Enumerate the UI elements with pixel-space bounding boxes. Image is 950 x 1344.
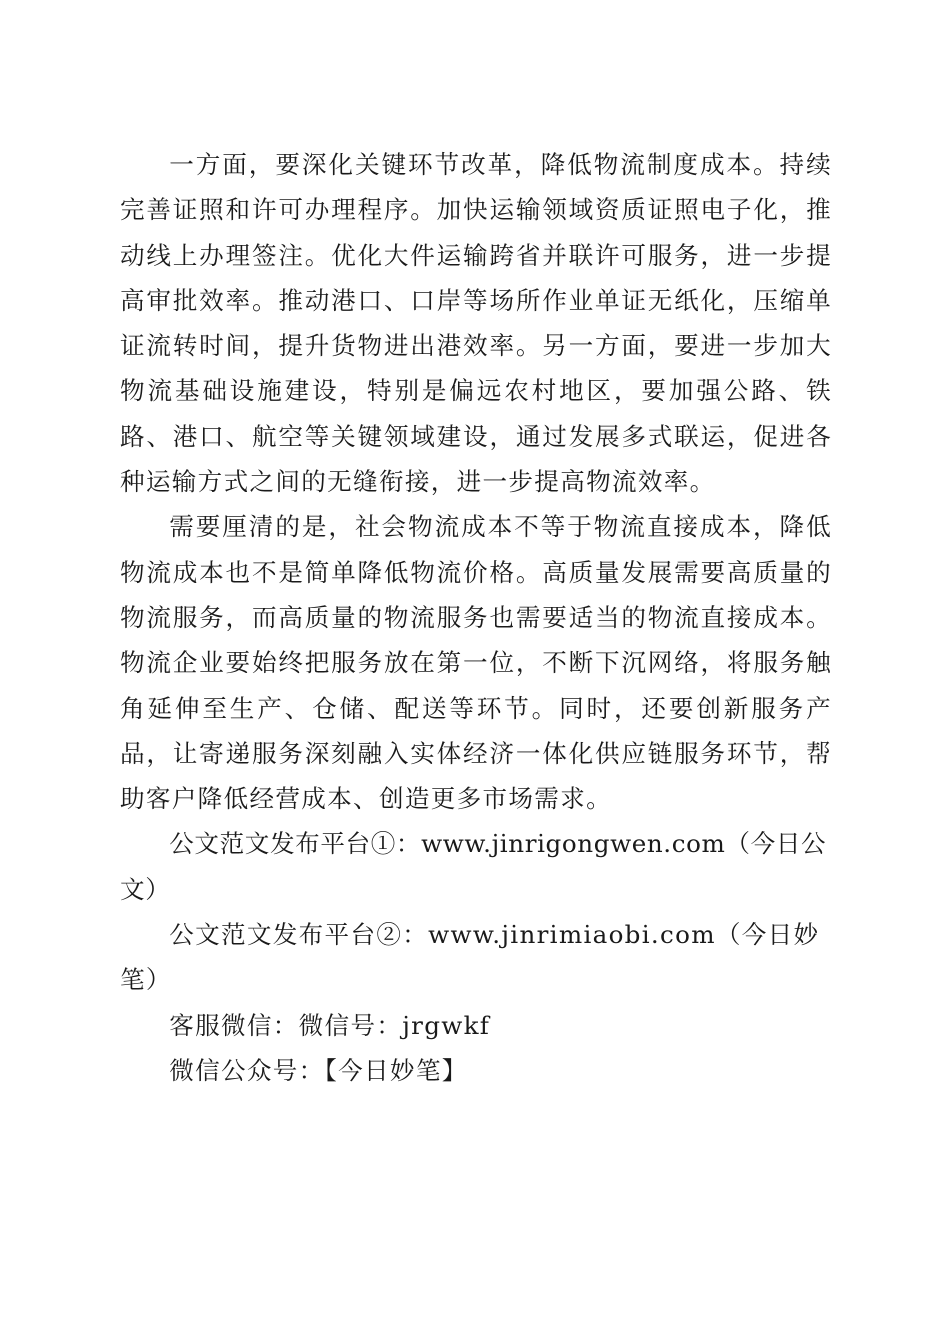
footer-platform-2: 公文范文发布平台②：www.jinrimiaobi.com（今日妙笔） (120, 920, 820, 995)
paragraph-logistics-reform: 一方面，要深化关键环节改革，降低物流制度成本。持续完善证照和许可办理程序。加快运输领域资质证照电子化，推动线上办理签注。优化大件运输跨省并联许可服务，进一步提高审批效率。推动港口、口岸等场所作业单证无纸化，压缩单证流转时间，提升货物进出港效率。另一方面，要进一步加大物流基础设施建设，特别是偏远农村地区，要加强公路、铁路、港口、航空等关键领域建设，通过发展多式联运，促进各种运输方式之间的无缝衔接，进一步提高物流效率。 (120, 150, 832, 497)
footer-platform-1: 公文范文发布平台①：www.jinrigongwen.com（今日公文） (120, 829, 827, 904)
paragraph-logistics-cost: 需要厘清的是，社会物流成本不等于物流直接成本，降低物流成本也不是简单降低物流价格。高质量发展需要高质量的物流服务，而高质量的物流服务也需要适当的物流直接成本。物流企业要始终把服务放在第一位，不断下沉网络，将服务触角延伸至生产、仓储、配送等环节。同时，还要创新服务产品，让寄递服务深刻融入实体经济一体化供应链服务环节，帮助客户降低经营成本、创造更多市场需求。 (120, 512, 832, 814)
document-body (120, 142, 832, 1093)
footer-official-account: 微信公众号：【今日妙笔】 (169, 1055, 468, 1085)
footer-service-wechat: 客服微信：微信号：jrgwkf (169, 1010, 491, 1040)
